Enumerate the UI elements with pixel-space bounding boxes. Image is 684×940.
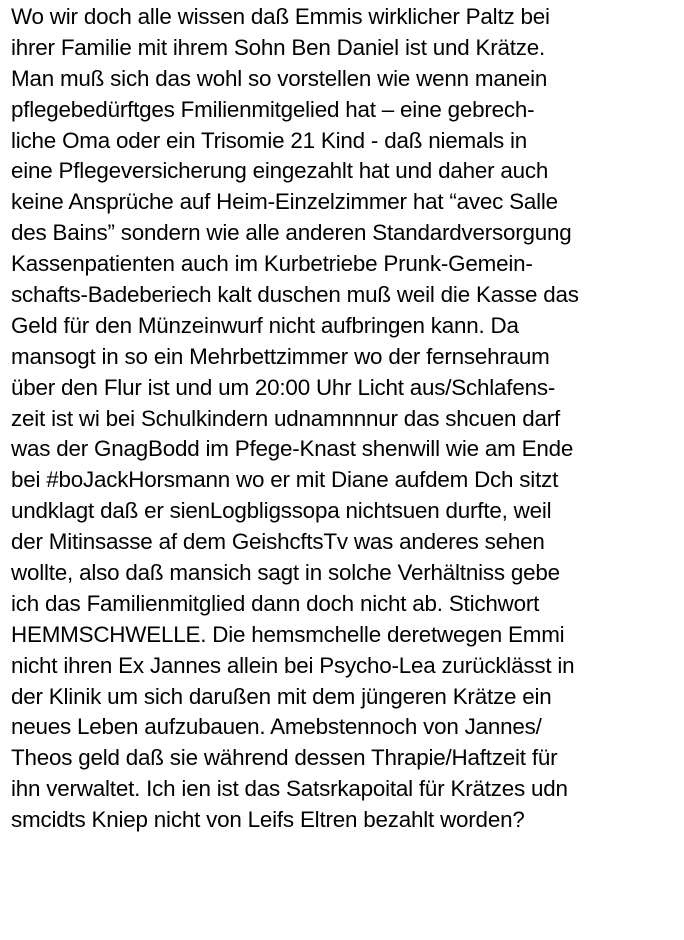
text-line: bei #boJackHorsmann wo er mit Diane aufdem Dch sitzt (11, 467, 559, 493)
text-line: Man muß sich das wohl so vorstellen wie wenn manein (11, 65, 548, 91)
text-line: HEMMSCHWELLE. Die hemsmchelle deretwegen Emmi (11, 621, 565, 647)
text-line: über den Flur ist und um 20:00 Uhr Licht aus/Schlafens- (11, 374, 556, 400)
text-line: Kassenpatienten auch im Kurbetriebe Prunk-Gemein- (11, 251, 533, 277)
text-line: der Mitinsasse af dem GeishcftsTv was anderes sehen (11, 529, 545, 555)
text-line: nicht ihren Ex Jannes allein bei Psycho-Lea zurücklässt in (11, 652, 575, 678)
text-line: Wo wir doch alle wissen daß Emmis wirklicher Paltz bei (11, 4, 550, 29)
text-line: eine Pflegeversicherung eingezahlt hat und daher auch (11, 158, 549, 184)
text-line: smcidts Kniep nicht von Leifs Eltren bezahlt worden? (11, 807, 525, 833)
text-line: neues Leben aufzubauen. Amebstennoch von Jannes/ (11, 714, 542, 740)
text-line: ich das Familienmitglied dann doch nicht ab. Stichwort (11, 590, 540, 616)
text-line: pflegebedürftges Fmilienmitgelied hat – eine gebrech- (11, 96, 535, 122)
text-line: Theos geld daß sie während dessen Thrapie/Haftzeit für (11, 745, 558, 771)
text-line: keine Ansprüche auf Heim-Einzelzimmer hat “avec Salle (11, 189, 558, 215)
text-line: der Klinik um sich darußen mit dem jüngeren Krätze ein (11, 683, 552, 709)
text-line: Geld für den Münzeinwurf nicht aufbringen kann. Da (11, 312, 519, 338)
text-line: schafts-Badeberiech kalt duschen muß weil die Kasse das (11, 282, 579, 308)
text-line: ihrer Familie mit ihrem Sohn Ben Daniel ist und Krätze. (11, 34, 546, 60)
body-text (11, 2, 681, 836)
text-line: zeit ist wi bei Schulkindern udnamnnnur das shcuen darf (11, 405, 561, 431)
text-line: ihn verwaltet. Ich ien ist das Satsrkapoital für Krätzes udn (11, 776, 568, 802)
text-line: liche Oma oder ein Trisomie 21 Kind - daß niemals in (11, 127, 528, 153)
text-line: wollte, also daß mansich sagt in solche Verhältniss gebe (11, 560, 560, 586)
text-line: was der GnagBodd im Pfege-Knast shenwill wie am Ende (11, 436, 574, 462)
text-line: des Bains” sondern wie alle anderen Standardversorgung (11, 220, 572, 246)
text-line: undklagt daß er sienLogbligssopa nichtsuen durfte, weil (11, 498, 552, 524)
text-line: mansogt in so ein Mehrbettzimmer wo der fernsehraum (11, 343, 550, 369)
